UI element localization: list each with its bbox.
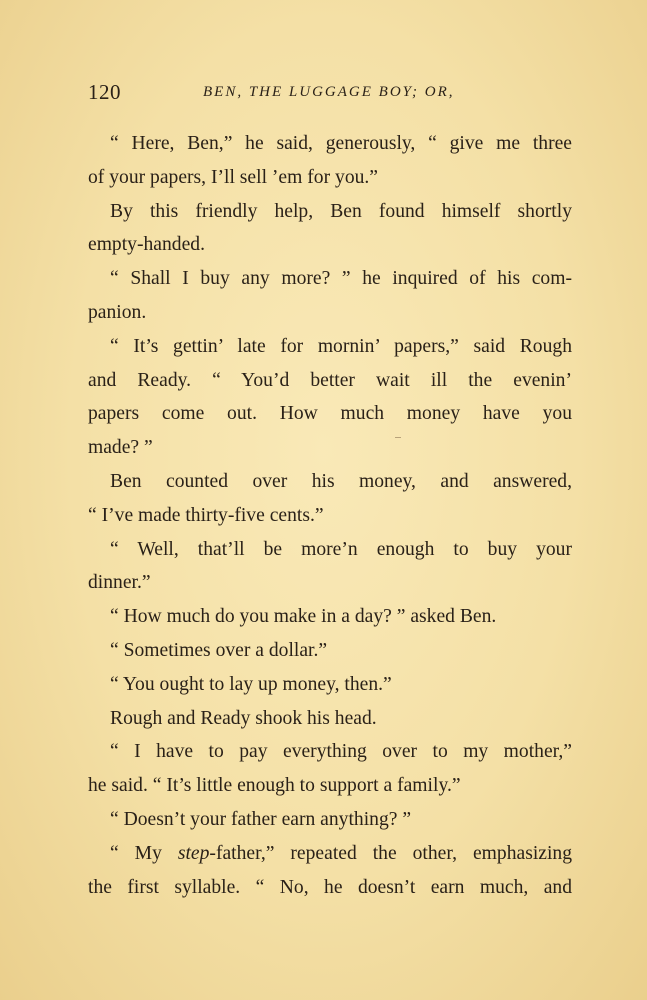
text-line: made? ” — [88, 437, 153, 459]
text-line: Rough and Ready shook his head. — [110, 707, 377, 729]
text-line: “ Well, that’ll be more’n enough to buy your — [110, 538, 572, 560]
text-line: By this friendly help, Ben found himself shortly — [110, 200, 572, 222]
page-number: 120 — [88, 80, 121, 104]
text-line: “ Doesn’t your father earn anything? ” — [110, 808, 412, 830]
text-line: Ben counted over his money, and answered, — [110, 470, 572, 492]
emphasis: step — [177, 842, 210, 864]
text-line: “ I have to pay everything over to my mother,” — [110, 741, 572, 763]
text-line: “ My step-father,” repeated the other, emphasizing — [110, 842, 572, 864]
text-line: “ Sometimes over a dollar.” — [110, 639, 328, 661]
text-line: dinner.” — [88, 572, 151, 594]
running-title: BEN, THE LUGGAGE BOY; OR, — [203, 84, 455, 100]
text-line: he said. “ It’s little enough to support a family.” — [88, 775, 461, 797]
text-line: “ I’ve made thirty-five cents.” — [88, 504, 324, 526]
text-line: “ Shall I buy any more? ” he inquired of his com- — [110, 268, 572, 290]
text-line: of your papers, I’ll sell ’em for you.” — [88, 166, 379, 188]
text-line: “ You ought to lay up money, then.” — [110, 673, 392, 695]
body-text — [88, 127, 572, 904]
ink-smudge — [395, 437, 401, 438]
text-line: “ It’s gettin’ late for mornin’ papers,” said Rough — [110, 335, 572, 357]
page-header — [88, 80, 572, 110]
text-line: and Ready. “ You’d better wait ill the evenin’ — [88, 369, 572, 391]
text-line: panion. — [88, 301, 147, 323]
text-line: “ Here, Ben,” he said, generously, “ give me three — [110, 133, 572, 154]
text-line: “ How much do you make in a day? ” asked Ben. — [110, 606, 497, 628]
text-line: papers come out. How much money have you — [88, 403, 572, 425]
text-line: the first syllable. “ No, he doesn’t earn much, and — [88, 876, 572, 898]
text-line: empty-handed. — [88, 234, 205, 256]
